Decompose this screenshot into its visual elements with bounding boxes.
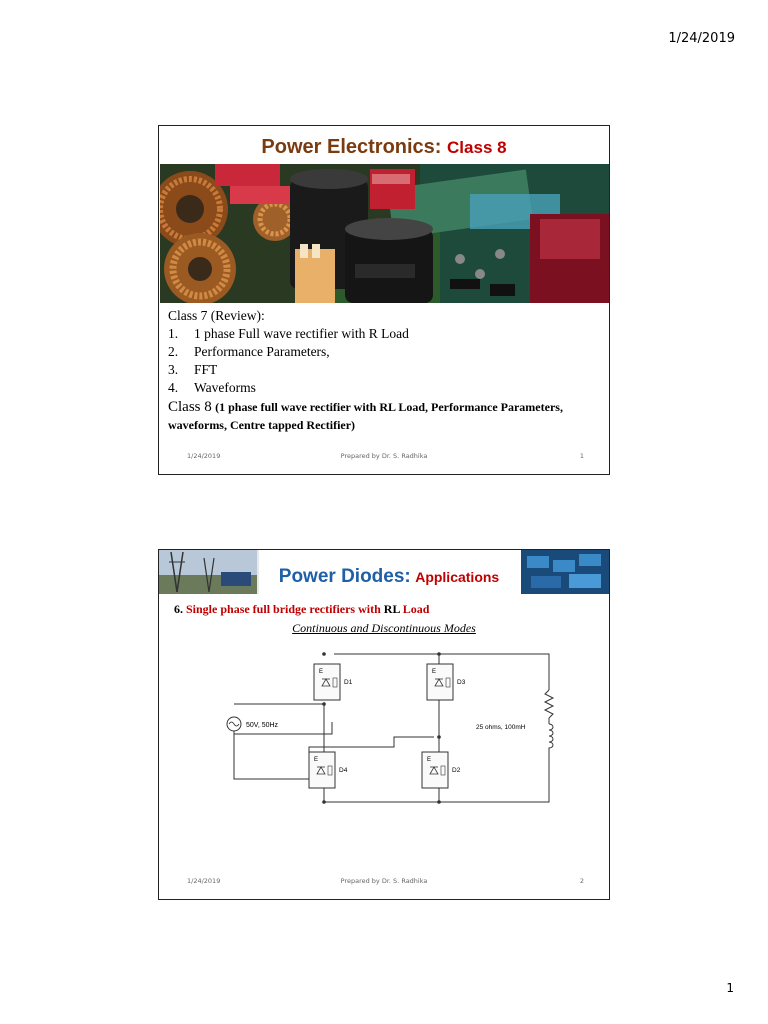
bridge-rectifier-circuit — [214, 642, 574, 817]
svg-text:E: E — [427, 757, 432, 763]
diode-d4 — [309, 752, 348, 788]
review-section — [168, 307, 600, 434]
class-8-summary — [168, 398, 600, 434]
class-8-description: (1 phase full wave rectifier with RL Load, Performance Parameters, waveforms, Centre tapped Rectifier) — [168, 400, 563, 432]
footer-date: 1/24/2019 — [187, 452, 221, 460]
footer-slide-number: 1 — [579, 452, 584, 460]
slide-1-footer — [159, 452, 609, 462]
footer-prepared-by: Prepared by Dr. S. Radhika — [340, 452, 428, 460]
svg-text:E: E — [432, 669, 437, 675]
slide-2 — [158, 549, 610, 900]
slide-2-footer — [159, 877, 609, 887]
slide-1-title-class: Class 8 — [447, 138, 507, 157]
page-date: 1/24/2019 — [668, 31, 735, 46]
slide-1-title — [159, 136, 609, 159]
slide-2-title-applications: Applications — [415, 569, 500, 585]
ac-source — [227, 717, 279, 731]
svg-text:D3: D3 — [457, 679, 466, 686]
rl-load — [476, 690, 553, 750]
svg-text:E: E — [319, 669, 324, 675]
diode-d2 — [422, 752, 461, 788]
svg-text:D4: D4 — [339, 767, 348, 774]
load-label: 25 ohms, 100mH — [476, 724, 526, 731]
page-number: 1 — [726, 981, 734, 995]
list-item: 1. 1 phase Full wave rectifier with R Load — [168, 326, 409, 341]
list-item: 3. FFT — [168, 362, 218, 377]
list-item: 4. Waveforms — [168, 380, 256, 395]
footer-prepared-by: Prepared by Dr. S. Radhika — [340, 877, 428, 885]
review-heading: Class 7 (Review): — [168, 308, 265, 323]
diode-d3 — [427, 664, 466, 700]
list-item: 2. Performance Parameters, — [168, 344, 330, 359]
slide-2-subtitle: 6. Single phase full bridge rectifiers with RL Load — [174, 602, 430, 616]
svg-text:E: E — [314, 757, 319, 763]
slide-1-title-main: Power Electronics: — [261, 136, 442, 158]
source-label: 50V, 50Hz — [246, 722, 279, 729]
class-8-label: Class 8 — [168, 399, 212, 415]
review-list — [168, 325, 600, 397]
footer-slide-number: 2 — [579, 877, 584, 885]
footer-date: 1/24/2019 — [187, 877, 221, 885]
svg-text:D1: D1 — [344, 679, 353, 686]
slide-2-title — [269, 566, 509, 588]
diode-d1 — [314, 664, 353, 700]
svg-text:D2: D2 — [452, 767, 461, 774]
modes-heading: Continuous and Discontinuous Modes — [292, 621, 476, 635]
slide-2-title-main: Power Diodes: — [278, 566, 411, 587]
slide-1 — [158, 125, 610, 475]
electronics-photo — [160, 164, 609, 303]
